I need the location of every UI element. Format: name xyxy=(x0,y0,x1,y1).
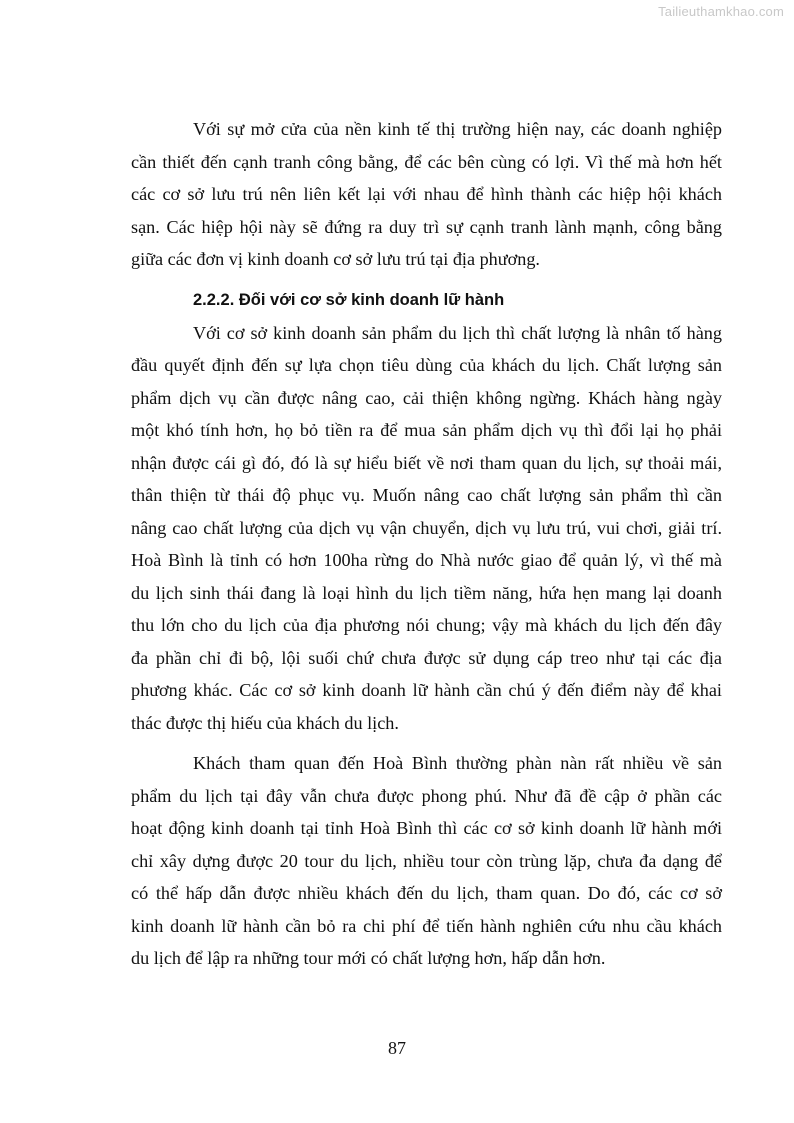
section-heading: 2.2.2. Đối với cơ sở kinh doanh lữ hành xyxy=(193,290,505,309)
watermark: Tailieuthamkhao.com xyxy=(658,4,784,19)
text-line: thân thiện từ thái độ phục vụ. Muốn nâng cao chất lượng sản phẩm thì cần xyxy=(131,485,722,505)
text-line: Với sự mở cửa của nền kinh tế thị trường hiện nay, các doanh nghiệp xyxy=(193,119,722,139)
text-line: các cơ sở lưu trú nên liên kết lại với nhau để hình thành các hiệp hội khách xyxy=(131,184,722,204)
text-line: thác được thị hiếu của khách du lịch. xyxy=(131,712,399,733)
document-body xyxy=(131,113,722,975)
text-line: phẩm dịch vụ cần được nâng cao, cải thiện không ngừng. Khách hàng ngày xyxy=(131,387,722,408)
text-line: sạn. Các hiệp hội này sẽ đứng ra duy trì sự cạnh tranh lành mạnh, công bằng xyxy=(131,216,722,237)
text-line: chỉ xây dựng được 20 tour du lịch, nhiều tour còn trùng lặp, chưa đa dạng để xyxy=(131,850,722,871)
text-line: du lịch để lập ra những tour mới có chất lượng hơn, hấp dẫn hơn. xyxy=(131,948,606,968)
text-line: Với cơ sở kinh doanh sản phẩm du lịch thì chất lượng là nhân tố hàng xyxy=(193,322,722,343)
text-line: hoạt động kinh doanh tại tỉnh Hoà Bình thì các cơ sở kinh doanh lữ hành mới xyxy=(131,818,722,838)
text-line: nhận được cái gì đó, đó là sự hiểu biết về nơi tham quan du lịch, sự thoải mái, xyxy=(131,452,722,473)
text-line: có thể hấp dẫn được nhiều khách đến du lịch, tham quan. Do đó, các cơ sở xyxy=(131,883,722,903)
text-line: du lịch sinh thái đang là loại hình du lịch tiềm năng, hứa hẹn mang lại doanh xyxy=(131,582,722,603)
paragraph xyxy=(131,317,722,740)
paragraph xyxy=(131,113,722,276)
page-number: 87 xyxy=(388,1038,406,1058)
text-line: cần thiết đến cạnh tranh công bằng, để các bên cùng có lợi. Vì thế mà hơn hết xyxy=(131,151,722,172)
paragraph xyxy=(131,747,722,975)
text-line: nâng cao chất lượng của dịch vụ vận chuyển, dịch vụ lưu trú, vui chơi, giải trí. xyxy=(131,517,722,538)
text-line: phẩm du lịch tại đây vẫn chưa được phong phú. Như đã đề cập ở phần các xyxy=(131,785,722,806)
text-line: Khách tham quan đến Hoà Bình thường phàn nàn rất nhiều về sản xyxy=(193,753,722,773)
text-line: giữa các đơn vị kinh doanh cơ sở lưu trú tại địa phương. xyxy=(131,249,540,269)
text-line: một khó tính hơn, họ bỏ tiền ra để mua sản phẩm dịch vụ thì đổi lại họ phải xyxy=(131,420,722,440)
text-line: đầu quyết định đến sự lựa chọn tiêu dùng của khách du lịch. Chất lượng sản xyxy=(131,355,722,375)
text-line: kinh doanh lữ hành cần bỏ ra chi phí để tiến hành nghiên cứu nhu cầu khách xyxy=(131,915,722,936)
text-line: đa phần chỉ đi bộ, lội suối chứ chưa được sử dụng cáp treo như tại các địa xyxy=(131,647,722,668)
text-line: thu lớn cho du lịch của địa phương nói chung; vậy mà khách du lịch đến đây xyxy=(131,615,722,635)
text-line: phương khác. Các cơ sở kinh doanh lữ hành cần chú ý đến điểm này để khai xyxy=(131,680,722,700)
text-line: Hoà Bình là tỉnh có hơn 100ha rừng do Nhà nước giao để quản lý, vì thế mà xyxy=(131,550,722,570)
paragraph-gap xyxy=(131,739,722,747)
